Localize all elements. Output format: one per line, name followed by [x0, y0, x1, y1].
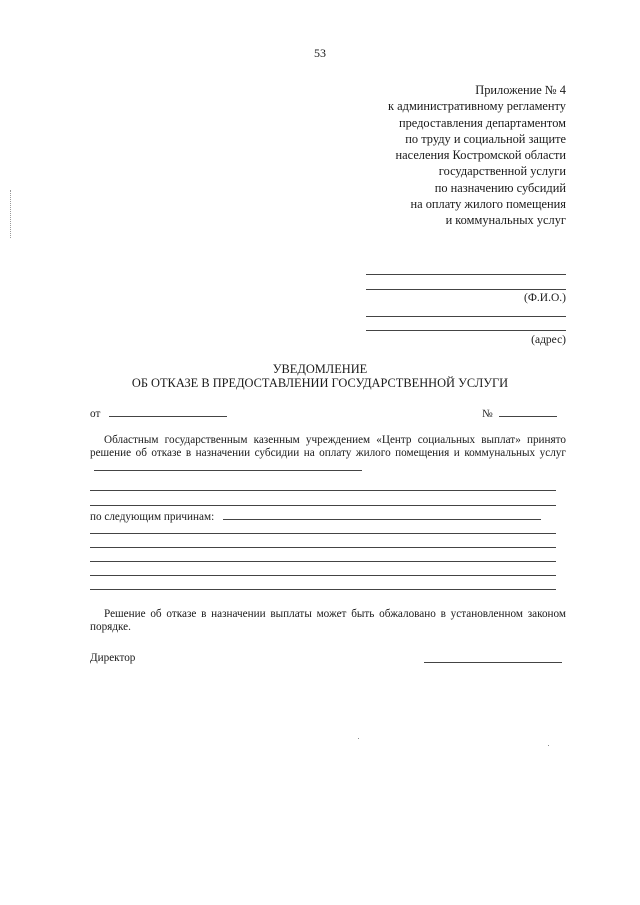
number-field-line: [499, 406, 557, 417]
appendix-line: к административному регламенту: [388, 99, 566, 114]
blank-line-3: [90, 533, 556, 534]
blank-line-2: [90, 505, 556, 506]
appendix-line: и коммунальных услуг: [445, 213, 566, 228]
signature-line: [424, 662, 562, 663]
binding-marks: [10, 190, 12, 238]
scan-speck: [548, 745, 549, 746]
address-caption: (адрес): [531, 334, 566, 346]
appendix-line: государственной услуги: [438, 164, 566, 179]
blank-line-6: [90, 575, 556, 576]
reasons-field-line: [223, 509, 541, 520]
appendix-line: по назначению субсидий: [434, 180, 566, 195]
reasons-label: по следующим причинам:: [90, 511, 215, 523]
blank-line-5: [90, 561, 556, 562]
appendix-line: населения Костромской области: [395, 148, 566, 163]
notice-subtitle: ОБ ОТКАЗЕ В ПРЕДОСТАВЛЕНИИ ГОСУДАРСТВЕННОЙ УСЛУГИ: [131, 376, 509, 390]
date-field-line: [109, 406, 227, 417]
scan-speck: [358, 738, 359, 739]
blank-line-1: [90, 490, 556, 491]
blank-line-7: [90, 589, 556, 590]
recipient-line-1: [366, 274, 566, 275]
address-line-1: [366, 316, 566, 317]
appeal-paragraph: Решение об отказе в назначении выплаты может быть обжаловано в установленном законом порядке.: [90, 608, 566, 633]
from-label: от: [90, 408, 101, 420]
appendix-line: на оплату жилого помещения: [410, 197, 566, 212]
decision-field-line: [94, 460, 362, 471]
appendix-header: [236, 82, 566, 229]
blank-line-4: [90, 547, 556, 548]
signature-label: Директор: [90, 652, 136, 664]
decision-text: Областным государственным казенным учреждением «Центр социальных выплат» принято решение об отказе в назначении субсидии на оплату жилого помещения и коммунальных услуг: [90, 434, 566, 459]
fio-caption: (Ф.И.О.): [524, 292, 566, 304]
recipient-line-2: [366, 289, 566, 290]
notice-title: УВЕДОМЛЕНИЕ: [272, 362, 368, 376]
decision-paragraph: [90, 434, 566, 475]
reasons-row: [90, 509, 566, 524]
appendix-line: предоставления департаментом: [398, 115, 566, 130]
number-row: [482, 406, 572, 421]
appendix-line: Приложение № 4: [475, 83, 566, 97]
appendix-line: по труду и социальной защите: [405, 131, 566, 146]
page-number: 53: [314, 46, 326, 60]
address-line-2: [366, 330, 566, 331]
number-label: №: [482, 408, 493, 420]
